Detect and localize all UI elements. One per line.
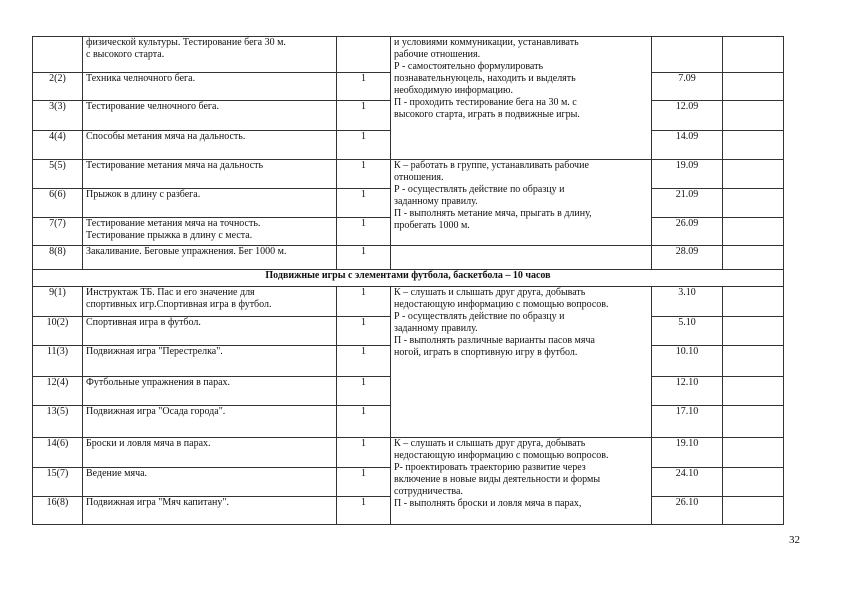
learning-results [391, 438, 652, 525]
empty-cell [723, 73, 784, 101]
empty-cell [723, 131, 784, 160]
date-cell: 19.10 [652, 438, 723, 468]
text-line: включение в новые виды деятельности и формы [394, 474, 601, 485]
hours-cell [337, 37, 391, 73]
section-row [33, 270, 784, 287]
text-line: Ведение мяча. [86, 468, 148, 479]
text-line: Броски и ловля мяча в парах. [86, 438, 211, 449]
date-cell: 21.09 [652, 189, 723, 218]
text-line: необходимую информацию. [394, 85, 513, 96]
hours-cell: 1 [337, 189, 391, 218]
page-number: 32 [789, 534, 800, 546]
text-line: с высокого старта. [86, 49, 165, 60]
text-line: Подвижная игра "Осада города". [86, 406, 226, 417]
lesson-topic [83, 406, 337, 438]
row-number: 12(4) [33, 377, 83, 406]
learning-results [391, 160, 652, 246]
text-line: недостающую информацию с помощью вопросов. [394, 299, 609, 310]
text-line: К – работать в группе, устанавливать рабочие [394, 160, 589, 171]
empty-cell [723, 287, 784, 317]
learning-results [391, 246, 652, 270]
hours-cell: 1 [337, 468, 391, 497]
row-number: 5(5) [33, 160, 83, 189]
text-line: Р- проектировать траекторию развитие через [394, 462, 586, 473]
text-line: Тестирование прыжка в длину с места. [86, 230, 253, 241]
empty-cell [723, 438, 784, 468]
empty-cell [723, 468, 784, 497]
lesson-topic [83, 497, 337, 525]
text-line: Тестирование метания мяча на дальность [86, 160, 264, 171]
text-line: заданному правилу. [394, 196, 478, 207]
text-line: Прыжок в длину с разбега. [86, 189, 201, 200]
text-line: П - выполнять различные варианты пасов мяча [394, 335, 595, 346]
hours-cell: 1 [337, 438, 391, 468]
row-number: 4(4) [33, 131, 83, 160]
empty-cell [723, 377, 784, 406]
hours-cell: 1 [337, 287, 391, 317]
text-line: К – слушать и слышать друг друга, добывать [394, 438, 586, 449]
text-line: Р - осуществлять действие по образцу и [394, 311, 565, 322]
empty-cell [723, 497, 784, 525]
date-cell: 26.10 [652, 497, 723, 525]
text-line: Закаливание. Беговые упражнения. Бег 1000 м. [86, 246, 287, 257]
lesson-topic [83, 189, 337, 218]
lesson-topic [83, 37, 337, 73]
text-line: Р - самостоятельно формулировать [394, 61, 544, 72]
date-cell: 26.09 [652, 218, 723, 246]
hours-cell: 1 [337, 377, 391, 406]
text-line: физической культуры. Тестирование бега 30 м. [86, 37, 286, 48]
lesson-topic [83, 218, 337, 246]
empty-cell [723, 317, 784, 346]
row-number: 14(6) [33, 438, 83, 468]
text-line: Тестирование челночного бега. [86, 101, 219, 112]
empty-cell [723, 37, 784, 73]
text-line: Инструктаж ТБ. Пас и его значение для [86, 287, 255, 298]
lesson-topic [83, 73, 337, 101]
table-row [33, 438, 784, 468]
text-line: высокого старта, играть в подвижные игры. [394, 109, 580, 120]
row-number: 6(6) [33, 189, 83, 218]
lesson-topic [83, 131, 337, 160]
row-number: 2(2) [33, 73, 83, 101]
text-line: пробегать 1000 м. [394, 220, 470, 231]
text-line: сотрудничества. [394, 486, 463, 497]
section-title: Подвижные игры с элементами футбола, баскетбола – 10 часов [33, 270, 784, 287]
table-row [33, 37, 784, 73]
text-line: Спортивная игра в футбол. [86, 317, 201, 328]
date-cell: 5.10 [652, 317, 723, 346]
text-line: Подвижная игра "Перестрелка". [86, 346, 223, 357]
lesson-topic [83, 160, 337, 189]
lesson-topic [83, 346, 337, 377]
text-line: рабочие отношения. [394, 49, 481, 60]
text-line: Футбольные упражнения в парах. [86, 377, 231, 388]
date-cell: 19.09 [652, 160, 723, 189]
hours-cell: 1 [337, 218, 391, 246]
text-line: спортивных игр.Спортивная игра в футбол. [86, 299, 272, 310]
empty-cell [723, 160, 784, 189]
text-line: П - выполнять броски и ловля мяча в парах, [394, 498, 582, 509]
row-number: 7(7) [33, 218, 83, 246]
row-number: 13(5) [33, 406, 83, 438]
text-line: познавательнуюцель, находить и выделять [394, 73, 576, 84]
hours-cell: 1 [337, 497, 391, 525]
row-number: 9(1) [33, 287, 83, 317]
lesson-topic [83, 438, 337, 468]
hours-cell: 1 [337, 101, 391, 131]
lesson-topic [83, 246, 337, 270]
row-number: 11(3) [33, 346, 83, 377]
row-number: 15(7) [33, 468, 83, 497]
lesson-topic [83, 377, 337, 406]
empty-cell [723, 101, 784, 131]
date-cell: 17.10 [652, 406, 723, 438]
date-cell: 3.10 [652, 287, 723, 317]
text-line: К – слушать и слышать друг друга, добывать [394, 287, 586, 298]
learning-results [391, 37, 652, 160]
hours-cell: 1 [337, 73, 391, 101]
hours-cell: 1 [337, 246, 391, 270]
table-row [33, 246, 784, 270]
date-cell: 12.09 [652, 101, 723, 131]
hours-cell: 1 [337, 131, 391, 160]
date-cell [652, 37, 723, 73]
text-line: недостающую информацию с помощью вопросов. [394, 450, 609, 461]
text-line: и условиями коммуникации, устанавливать [394, 37, 579, 48]
hours-cell: 1 [337, 346, 391, 377]
text-line: ногой, играть в спортивную игру в футбол. [394, 347, 578, 358]
text-line: заданному правилу. [394, 323, 478, 334]
lesson-topic [83, 287, 337, 317]
empty-cell [723, 218, 784, 246]
row-number: 16(8) [33, 497, 83, 525]
text-line: Техника челночного бега. [86, 73, 196, 84]
empty-cell [723, 246, 784, 270]
text-line: Тестирование метания мяча на точность. [86, 218, 261, 229]
lesson-plan-table [32, 36, 784, 525]
text-line: Р - осуществлять действие по образцу и [394, 184, 565, 195]
learning-results [391, 287, 652, 438]
text-line: П - выполнять метание мяча, прыгать в длину, [394, 208, 592, 219]
text-line: Способы метания мяча на дальность. [86, 131, 246, 142]
date-cell: 12.10 [652, 377, 723, 406]
date-cell: 10.10 [652, 346, 723, 377]
hours-cell: 1 [337, 160, 391, 189]
row-number [33, 37, 83, 73]
empty-cell [723, 346, 784, 377]
hours-cell: 1 [337, 317, 391, 346]
row-number: 10(2) [33, 317, 83, 346]
empty-cell [723, 406, 784, 438]
hours-cell: 1 [337, 406, 391, 438]
date-cell: 7.09 [652, 73, 723, 101]
lesson-topic [83, 468, 337, 497]
date-cell: 14.09 [652, 131, 723, 160]
lesson-topic [83, 101, 337, 131]
row-number: 8(8) [33, 246, 83, 270]
text-line: Подвижная игра "Мяч капитану". [86, 497, 229, 508]
row-number: 3(3) [33, 101, 83, 131]
date-cell: 24.10 [652, 468, 723, 497]
table-row [33, 160, 784, 189]
text-line: П - проходить тестирование бега на 30 м. с [394, 97, 577, 108]
lesson-topic [83, 317, 337, 346]
date-cell: 28.09 [652, 246, 723, 270]
empty-cell [723, 189, 784, 218]
table-row [33, 287, 784, 317]
text-line: отношения. [394, 172, 444, 183]
